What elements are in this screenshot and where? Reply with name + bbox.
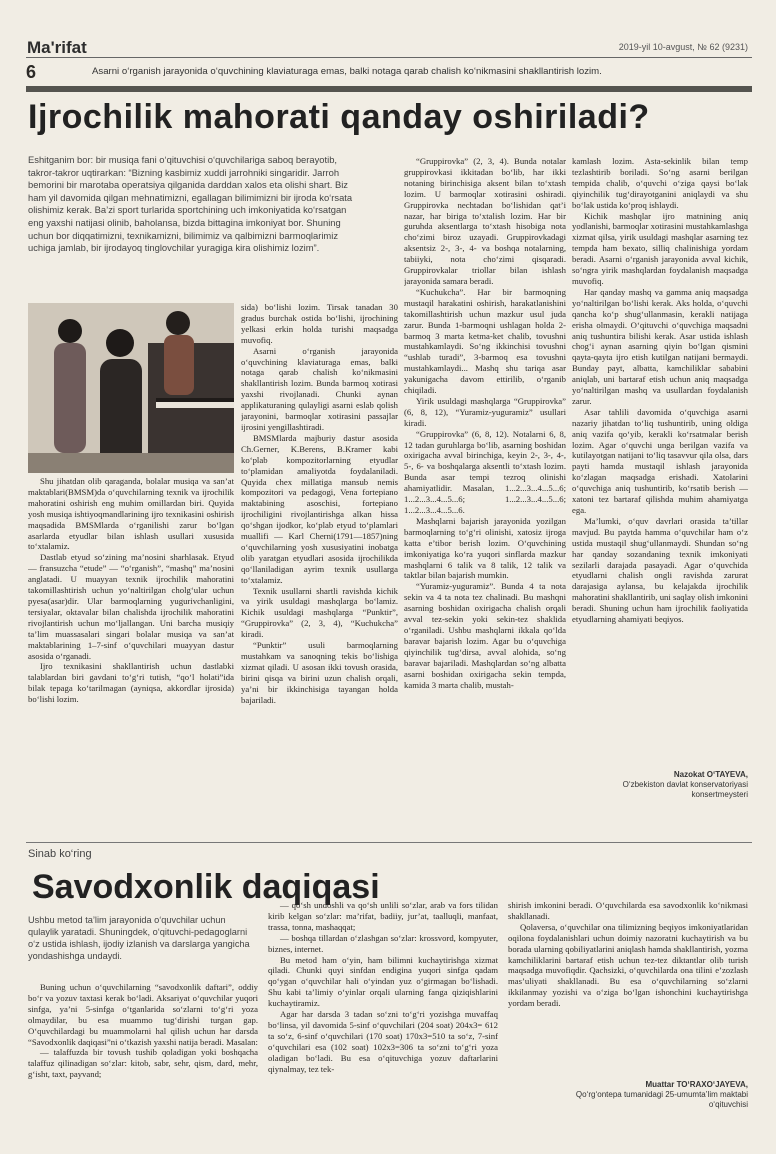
author-name: Muattar TO‘RAXO‘JAYEVA, [645, 1080, 748, 1089]
paragraph: Ma’lumki, o‘quv davrlari orasida ta’tillar mavjud. Bu paytda hamma o‘quvchilar ham o‘z ustida mustaqil shug‘ullanmaydi. Shundan so‘ng har qanday sozandaning texnik imkoniyati sezilarli darajada pasayadi. Agar o‘quvchida etyudlarni chalish ongli ravishda zarurat darajasiga aylansa, bu kelajakda ijrochilik mahoratini shakllantirib, uni saqlay olish imkonini beradi. Shuning uchun ham ijrochilik faoliyatida etyudlarning ahamiyati beqiyos. [572, 515, 748, 625]
article1-title: Ijrochilik mahorati qanday oshiriladi? [28, 98, 650, 136]
section-divider [26, 842, 752, 843]
article2-title: Savodxonlik daqiqasi [32, 868, 380, 906]
article2-col3 [508, 900, 748, 1060]
article1-signature [572, 770, 748, 800]
musicians-photo-illustration [28, 303, 234, 473]
paragraph: Buning uchun o‘quvchilarning “savodxonlik daftari”, oddiy bo‘r va yozuv taxtasi kerak bo‘ladi. Aksariyat o‘quvchilar yuqori sinfga, ya’ni 5-sinfga o‘tganlarida so‘zlarni to‘g‘ri yoza olmaydilar, bu esa muammo tug‘dirishi turgan gap. O‘quvchilardagi bu muammolarni hal qilish uchun har darsda “Savodxonlik daqiqasi”ni o‘tkazish yaxshi natija beradi. Masalan: [28, 982, 258, 1047]
article2-col2 [268, 900, 498, 1140]
top-rule [26, 57, 752, 58]
paragraph: “Yuramiz-yuguramiz”. Bunda 4 ta nota sekin va 4 ta nota tez chalinadi. Bu mashqni asarning boshidan oxirigacha chalish orqali avval tez-sekin yoki sekin-tez shaklida o‘rganiladi. Ushbu mashqlarni ikkala qo‘lda baravar bajarish lozim. Agar bu o‘quvchiga qiyinchilik tug‘dirsa, avval alohida, so‘ng baravar bajariladi. Mashqlardan so‘ng albatta asarni boshidan oxirigacha sekin tempda, kamida 3 marta chalib, mustah- [404, 581, 566, 690]
paragraph: Shu jihatdan olib qaraganda, bolalar musiqa va san’at maktablari(BMSM)da o‘quvchilarning texnik va ijrochilik mahoratini oshirish eng muhim omillardan biri. Quyida yosh musiqa ishtiyoqmandlarining ijro texnikasini oshirish maqsadida BMSMlarda o‘rganilishi zarur bo‘lgan asarlarda etyudlar bilan ishlash usullari xususida to‘xtalamiz. [28, 476, 234, 552]
article2-signature [572, 1080, 748, 1110]
paragraph: sida) bo‘lishi lozim. Tirsak tanadan 30 gradus burchak ostida bo‘lishi, ijrochining yelkasi erkin holda turishi maqsadga muvofiq. [241, 302, 398, 345]
article1-col3 [404, 156, 566, 836]
paragraph: Texnik usullarni shartli ravishda kichik va yirik usuldagi mashqlarga bo‘lamiz. Kichik usuldagi mashqlarga “Punktir”, “Gruppirovka” (2, 3, 4), “Kuchukcha” kiradi. [241, 585, 398, 640]
paragraph: Mashqlarni bajarish jarayonida yozilgan barmoqlarning to‘g‘ri olinishi, xatosiz ijroga katta e’tibor berish lozim. O‘quvchining imkoniyatiga ko‘ra yuqori sinflarda mazkur mashqlarni 6 talik va 8 talik, 12 talik va taktlar bilan bajarish mumkin. [404, 515, 566, 581]
paragraph: “Gruppirovka” (2, 3, 4). Bunda notalar gruppirovkasi ikkitadan bo‘lib, har ikki notaning birinchisiga aksent bilan to‘xtash lozim. U barmoqlar xotirasini oshiradi. Gruppirovka nechtadan bo‘lishidan qat’i nazar, har biriga to‘xtalish lozim. Har bir guruhda aksentlarga to‘xtash hisobiga nota cho‘zimi biroz uzayadi. Gruppirovkadagi aksentsiz 2-, 3-, 4- va boshqa notalarning, tabiiyki, nota cho‘zimi qisqaradi. Gruppirovkalar triollar bilan ishlash jarayonida samara beradi. [404, 156, 566, 286]
article2-lead: Ushbu metod ta’lim jarayonida o‘quvchilar uchun qulaylik yaratadi. Shuningdek, o‘qituvchi-pedagoglarni o‘z ustida ishlash, ijodiy izlanish va darslarga yangicha yondashishga undaydi. [28, 915, 250, 961]
article1-lead: Eshitganim bor: bir musiqa fani o‘qituvchisi o‘quvchilariga saboq berayotib, takror-takror uqtirarkan: “Bizning kasbimiz xuddi jarrohniki singaridir. Jarroh bemorini bir marotaba operatsiya qilganida darddan xalos eta olishi shart. Biz ham yil davomida qilgan mehnatimizni, egallagan bilimimizni bir ijroda ko‘rsata olishimiz kerak. Ba’zi sport turlarida sportchining uch imkoniyatida ko‘rsatgan eng yaxshi natijasi olinib, baholansa, bizda bittagina imkoniyat bor. Shuning uchun bor diqqatimizni, texnikamizni, bilimimiz va qalbimizni barmoqlarimiz uchiga jamlab, bir ijrodayoq tinglovchilar yuragiga kira olishimiz lozim”. [28, 154, 353, 254]
paragraph: Har qanday mashq va gamma aniq maqsadga yo‘naltirilgan bo‘lishi kerak. Aks holda, o‘quvchi qancha ko‘p shug‘ullanmasin, kerakli natijaga erisha olmaydi. O‘qituvchi o‘quvchiga maqsadni aniq tushuntira bilishi kerak. Asar ustida ishlash chog‘i aynan asarning qiyin bo‘lgan qismini qayta-qayta ijro etish kutilgan natijani bermaydi. Bunday payt, albatta, kamchiliklar sababini aniqlab, uni bartaraf etish uchun aniq maqsadga yo‘naltirilgan mashq va usullardan foydalanish zarur. [572, 286, 748, 406]
paragraph: — talaffuzda bir tovush tushib qoladigan yoki boshqacha talaffuz qilinadigan so‘zlar: kitob, sabr, sehr, qism, dard, mehr, g‘isht, taxt, payvand; [28, 1047, 258, 1080]
paragraph: kamlash lozim. Asta-sekinlik bilan temp tezlashtirib boriladi. So‘ng asarni berilgan tempida chalib, o‘quvchi o‘ziga qaysi bo‘lak qiyinchilik tug‘dirayotganini aniqlaydi va shu bo‘lak ustida ko‘proq ishlaydi. [572, 156, 748, 210]
article1-col1 [28, 476, 234, 836]
article2-rubric: Sinab ko‘ring [28, 848, 92, 860]
page-teaser: Asarni o‘rganish jarayonida o‘quvchining klaviaturaga emas, balki notaga qarab chalish ko‘nikmasini shakllantirish lozim. [92, 66, 602, 77]
paragraph: Ijro texnikasini shakllantirish uchun dastlabki talablardan biri gavdani to‘g‘ri tutish, “qo‘l holati”ida bilak tepaga ko‘tarilmagan (ayniqsa, akkordlar ijrosida) bo‘lishi lozim. [28, 661, 234, 705]
paragraph: Agar har darsda 3 tadan so‘zni to‘g‘ri yozishga muvaffaq bo‘linsa, yil davomida 5-sinf o‘quvchilari (204 soat) 204x3= 612 ta so‘z, 6-sinf o‘quvchilari (170 soat) 170x3=510 ta so‘z, 7-sinf o‘quvchilari esa (102 soat) 102x3=306 ta so‘zni to‘g‘ri yoza oladigan bo‘ladi. Bu esa o‘qituvchiga yozuv daftarlarini qiynalmay, tez tek- [268, 1009, 498, 1074]
paragraph: BMSMlarda majburiy dastur asosida Ch.Gerner, K.Berens, B.Kramer kabi ko‘plab kompozitorlarning etyudlar to‘plamidan amaliyotda foydalaniladi. Quyida chex millatiga mansub nemis kompozitori va pedagogi, Vena fortepiano maktabining asoschisi, fortepiano ijrochiligini rivojlantirishga alkan hissa qo‘shgan ijodkor, ko‘plab etyud to‘plamlari muallifi — Karl Cherni(1791—1857)ning o‘quvchilarning yosh xususiyatini inobatga olib yaratgan etyudlari asosida ijrochilikda qo‘llaniladigan ayrim texnik usullarga to‘xtalamiz. [241, 432, 398, 585]
header-bar [26, 86, 752, 92]
paragraph: — qo‘sh undoshli va qo‘sh unlili so‘zlar, arab va fors tilidan kirib kelgan so‘zlar: ma’rifat, badiiy, jur’at, taalluqli, manfaat, trassa, tonna, mashaqqat; [268, 900, 498, 932]
paragraph: “Punktir” usuli barmoqlarning mustahkam va sanoqning tekis bo‘lishiga xizmat qiladi. U asosan ikki tovush orasida, birini qisqa va birini uzun chalish orqali, ya’ni bir ikkinchisiga tayangan holda bajariladi. [241, 640, 398, 705]
paragraph: “Kuchukcha”. Har bir barmoqning mustaqil harakatini oshirish, harakatlanishini takomillashtirish uchun mazkur usul juda zarur. Bunda 1-barmoqni ushlagan holda 2-barmoq 3 marta ketma-ket chalib, tovushni mustahkamlaydi. So‘ng ikkinchisi tovushni “ushlab turadi”, 3-barmoq esa tovushni mustahkamlaydi... Mashq shu tariqa asar yakunigacha davom ettirilib, o‘rganib chiqiladi. [404, 286, 566, 396]
paragraph: shirish imkonini beradi. O‘quvchilarda esa savodxonlik ko‘nikmasi shakllanadi. [508, 900, 748, 921]
page-number: 6 [26, 62, 37, 82]
issue-info: 2019-yil 10-avgust, № 62 (9231) [618, 42, 748, 52]
paragraph: Asar tahlili davomida o‘quvchiga asarni nazariy jihatdan to‘liq tushuntirib, uning oldiga aniq vazifa qo‘yib, kerakli ko‘rsatmalar berish lozim. Agar o‘quvchi unga berilgan vazifa va kutilayotgan natijani to‘liq tasavvur qila olsa, dars payti hamda mustaqil ishlash jarayonida ko‘zlagan maqsadga erishadi. Xatolarini o‘quvchiga aniq tushuntirib, ko‘rsatib berish — xatoni tez bartaraf qilishda muhim ahamiyatga ega. [572, 406, 748, 515]
paragraph: Yirik usuldagi mashqlarga “Gruppirovka” (6, 8, 12), “Yuramiz-yuguramiz” usullari kiradi. [404, 395, 566, 428]
masthead-brand: Ma'rifat [27, 38, 87, 57]
article2-col1 [28, 982, 258, 1142]
author-role: O‘zbekiston davlat konservatoriyasi konsertmeysteri [622, 780, 748, 799]
paragraph: Kichik mashqlar ijro matnining aniq yodlanishi, barmoqlar xotirasini mustahkamlashga xizmat qilsa, yirik usuldagi mashqlar asarning tez tempda ham bexato, silliq chalinishiga yordam beradi. Asarni o‘rganish jarayonida avval kichik, so‘ngra yirik mashqlardan foydalanish maqsadga muvofiq. [572, 210, 748, 286]
paragraph: — boshqa tillardan o‘zlashgan so‘zlar: krossvord, kompyuter, biznes, internet. [268, 932, 498, 954]
article1-col4 [572, 156, 748, 766]
paragraph: Dastlab etyud so‘zining ma’nosini sharhlasak. Etyud — fransuzcha “etude” — “o‘rganish”, “mashq” ma’nosini anglatadi. U muayyan texnik ijrochilik mahoratini takomillashtirish uchun yo‘naltirilgan cholg‘ular uchun pyesa(asar)dir. Ular barmoqlarning yugurivchanligini, tersiyalar, oktavalar bilan chalishda ijrochilik mahoratini rivojlantirish uchun mo‘ljallangan. Uni barcha musiqiy ta’lim muassasalari singari bolalar musiqa va san’at maktablarining 1–7-sinf o‘quvchilari muayyan dastur asosida o‘rganadi. [28, 552, 234, 661]
paragraph: “Gruppirovka” (6, 8, 12). Notalarni 6, 8, 12 tadan guruhlarga bo‘lib, asarning boshidan oxirigacha avval birinchiga, keyin 2-, 3-, 4-, 5-, 6- va boshqalarga aksentli to‘xtash lozim. Bunda asar tempi tezroq olinishi ahamiyatlidir. Masalan, 1...2...3...4...5...6; 1...2...3...4...5...6; 1...2...3...4...5...6; 1...2...3...4...5...6. [404, 428, 566, 515]
paragraph: Bu metod ham o‘yin, ham bilimni kuchaytirishga xizmat qiladi. Chunki quyi sinfdan endigina yuqori sinfga qadam qo‘ygan o‘quvchilar hali o‘yindan yuz o‘girmagan bo‘lishadi. Shu kabi ta’limiy o‘yinlar orqali ularning fanga qiziqishlarini kuchaytiramiz. [268, 954, 498, 1009]
paragraph: Asarni o‘rganish jarayonida o‘quvchining klaviaturaga emas, balki notaga qarab chalish ko‘nikmasini shakllantirish lozim. Bunda barmoq xotirasi yaxshi rivojlanadi. Chunki aynan applikaturaning qulayligi asarni eslab qolish jarayonini, barmoqlar xotirasini passajlar ijrosini yengillashtiradi. [241, 345, 398, 432]
article1-photo [28, 303, 234, 473]
author-role: Qo‘rg‘ontepa tumanidagi 25-umumta’lim maktabi o‘qituvchisi [575, 1090, 748, 1109]
author-name: Nazokat O‘TAYEVA, [673, 770, 748, 779]
paragraph: Qolaversa, o‘quvchilar ona tilimizning beqiyos imkoniyatlaridan oqilona foydalanishlari uchun doimiy nazoratni kuchaytirish va bu borada ularning qobiliyatlarini aniqlash hamda shakllantirish, yozma kamchiliklarini bartaraf etish uchun tez-tez diktantlar olib turish maqsadga muvofiqdir. Qachsizki, o‘quvchilarda ona tilini e’zozlash mas’uliyati shakllanadi. Bu esa o‘quvchilarning so‘zlarni ikkilanmay yozishi va o‘ziga bo‘lgan ishonchini kuchaytirishga yordam beradi. [508, 921, 748, 1009]
article1-col2 [241, 302, 398, 836]
